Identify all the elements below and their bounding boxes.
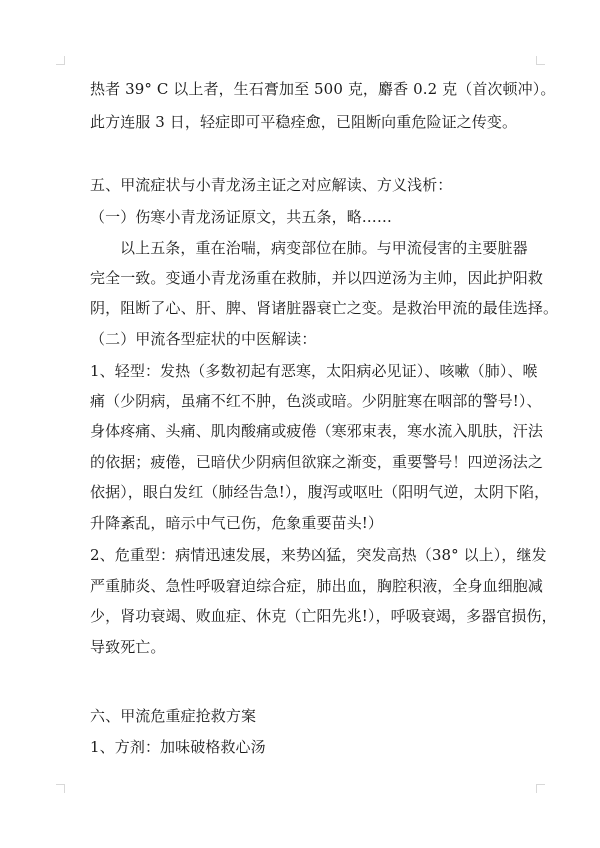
text-line: 热者 39° C 以上者，生石膏加至 500 克，麝香 0.2 克（首次顿冲）。: [90, 80, 556, 98]
page-corner-mark: [536, 784, 545, 793]
text-line: 阴，阻断了心、肝、脾、肾诸脏器衰亡之变。是救治甲流的最佳选择。: [90, 299, 559, 317]
page-corner-mark: [56, 784, 65, 793]
text-line: 的依据；疲倦，已暗伏少阴病但欲寐之渐变，重要警号！四逆汤法之: [90, 453, 544, 471]
text-line: 1、轻型：发热（多数初起有恶寒，太阳病必见证）、咳嗽（肺）、喉: [90, 362, 538, 380]
page-corner-mark: [56, 56, 65, 65]
text-line: 依据），眼白发红（肺经告急!），腹泻或呕吐（阳明气逆，太阴下陷，: [90, 483, 550, 501]
page-corner-mark: [536, 56, 545, 65]
text-line: 此方连服 3 日，轻症即可平稳痊愈，已阻断向重危险证之传变。: [90, 113, 518, 131]
text-line: 严重肺炎、急性呼吸窘迫综合症，肺出血，胸腔积液，全身血细胞减: [90, 577, 544, 595]
text-line: 以上五条，重在治喘，病变部位在肺。与甲流侵害的主要脏器: [120, 239, 528, 257]
text-line: 少，肾功衰竭、败血症、休克（亡阳先兆!），呼吸衰竭，多器官损伤，: [90, 607, 557, 625]
text-line: 痛（少阴病，虽痛不红不肿，色淡或暗。少阴脏寒在咽部的警号!）、: [90, 392, 542, 410]
subsection-heading: （一）伤寒小青龙汤证原文，共五条，略……: [90, 208, 393, 226]
subsection-heading: 1、方剂：加味破格救心汤: [90, 738, 266, 756]
text-line: 2、危重型：病情迅速发展，来势凶猛，突发高热（38° 以上），继发: [90, 546, 547, 564]
text-line: 升降紊乱，暗示中气已伤，危象重要苗头!）: [90, 514, 384, 532]
section-heading: 六、甲流危重症抢救方案: [90, 707, 257, 725]
text-line: 完全一致。变通小青龙汤重在救肺，并以四逆汤为主帅，因此护阳救: [90, 269, 544, 287]
text-line: 导致死亡。: [90, 638, 166, 656]
section-heading: 五、甲流症状与小青龙汤主证之对应解读、方义浅析：: [90, 176, 453, 194]
text-line: 身体疼痛、头痛、肌肉酸痛或疲倦（寒邪束表，寒水流入肌肤，汗法: [90, 422, 544, 440]
subsection-heading: （二）甲流各型症状的中医解读：: [90, 330, 317, 348]
